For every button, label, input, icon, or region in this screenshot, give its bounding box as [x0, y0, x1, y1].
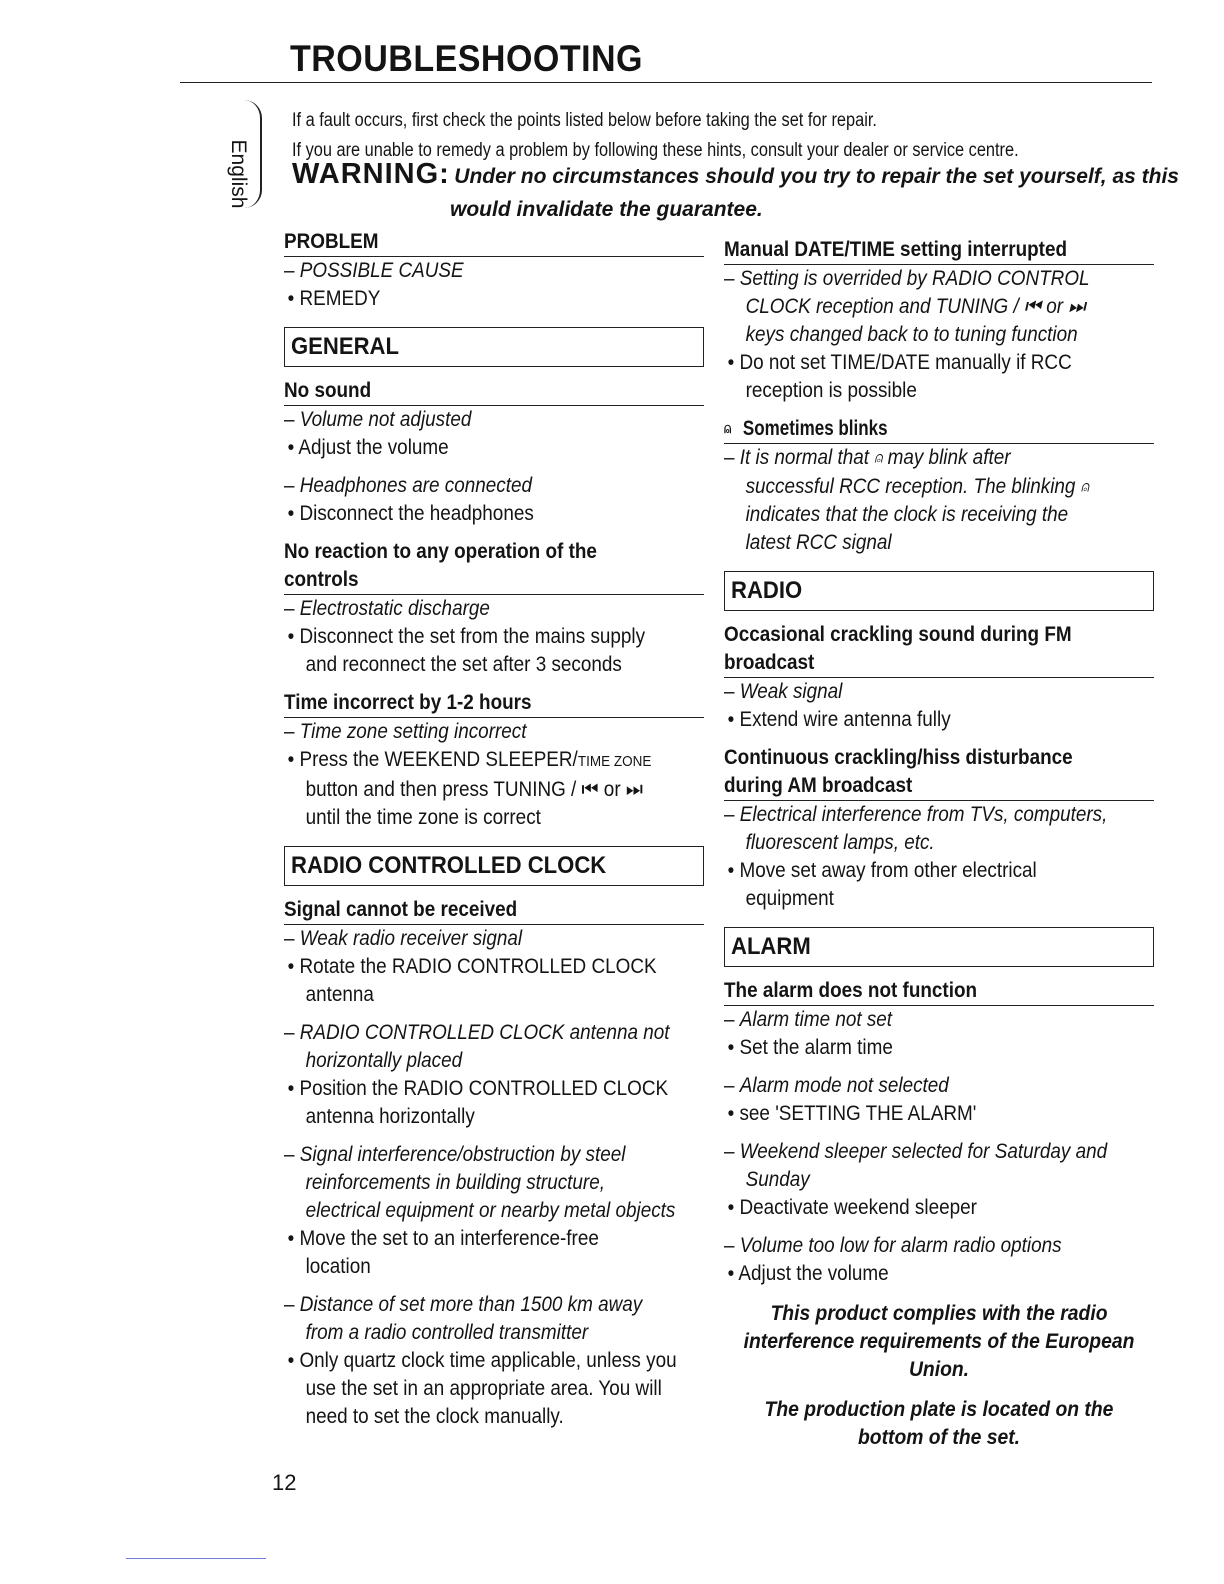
problem-no-reaction-line1: No reaction to any operation of the: [284, 540, 597, 563]
problem-alarm-does-not-function: The alarm does not function: [724, 977, 1154, 1006]
warning: [292, 158, 1179, 191]
warning-text-1: Under no circumstances should you try to repair the set yourself, as this: [454, 165, 1179, 188]
intro-line-1: If a fault occurs, first check the points listed below before taking the set for repair.: [292, 110, 877, 131]
section-general: GENERAL: [284, 327, 704, 367]
cause: – Headphones are connected: [284, 472, 729, 500]
remedy: • Deactivate weekend sleeper: [724, 1194, 1169, 1222]
intro-text: [292, 106, 1019, 166]
section-alarm: ALARM: [724, 927, 1154, 967]
language-tab-label: English: [227, 139, 250, 209]
cause: – Volume too low for alarm radio options: [724, 1232, 1169, 1260]
remedy: • Adjust the volume: [724, 1260, 1169, 1288]
cause: – Setting is overrided by RADIO CONTROL CLOCK reception and TUNING / ⏮ or ⏭ keys changed back to to tuning function: [724, 265, 1169, 349]
cause: – Volume not adjusted: [284, 406, 729, 434]
cause: – Distance of set more than 1500 km away from a radio controlled transmitter: [284, 1291, 729, 1347]
problem-signal-cannot-be-received: Signal cannot be received: [284, 896, 704, 925]
production-plate-note: The production plate is located on the bottom of the set.: [764, 1398, 1114, 1450]
problem-no-reaction-line2: controls: [284, 566, 704, 595]
warning-label: WARNING:: [292, 158, 450, 190]
footer-rule: [126, 1558, 266, 1559]
problem-fm-crackling-line2: broadcast: [724, 649, 1154, 678]
warning-text-2: would invalidate the guarantee.: [450, 198, 763, 221]
problem-no-sound: No sound: [284, 377, 704, 406]
cause: – RADIO CONTROLLED CLOCK antenna not horizontally placed: [284, 1019, 729, 1075]
legend-problem: PROBLEM: [284, 228, 704, 257]
cause: – Electrical interference from TVs, computers, fluorescent lamps, etc.: [724, 801, 1169, 857]
compliance-note: This product complies with the radio interference requirements of the European Union.: [743, 1302, 1135, 1382]
problem-time-incorrect: Time incorrect by 1-2 hours: [284, 689, 704, 718]
cause: – Time zone setting incorrect: [284, 718, 729, 746]
rcc-signal-icon: ⍝: [1080, 478, 1089, 496]
cause: – It is normal that ⍝ may blink after successful RCC reception. The blinking ⍝ indicates that the clock is receiving the latest RCC signal: [724, 444, 1169, 557]
problem-sometimes-blinks: ⍝ Sometimes blinks: [724, 415, 1154, 444]
remedy: • Move set away from other electrical equipment: [724, 857, 1169, 913]
problem-manual-date-time: Manual DATE/TIME setting interrupted: [724, 236, 1154, 265]
remedy: • Disconnect the set from the mains supply and reconnect the set after 3 seconds: [284, 623, 729, 679]
remedy: • Do not set TIME/DATE manually if RCC reception is possible: [724, 349, 1169, 405]
problem-am-crackling-line1: Continuous crackling/hiss disturbance: [724, 746, 1073, 770]
problem-am-crackling-line2: during AM broadcast: [724, 772, 1154, 801]
legend-cause: – POSSIBLE CAUSE: [284, 257, 729, 285]
section-radio-controlled-clock: RADIO CONTROLLED CLOCK: [284, 846, 704, 886]
page-number: 12: [272, 1470, 297, 1495]
cause: – Electrostatic discharge: [284, 595, 729, 623]
section-radio: RADIO: [724, 571, 1154, 611]
rcc-signal-icon: ⍝: [874, 449, 883, 467]
page-title: TROUBLESHOOTING: [290, 38, 643, 79]
intro-line-2: If you are unable to remedy a problem by following these hints, consult your dealer or service centre.: [292, 140, 1019, 161]
remedy: • see 'SETTING THE ALARM': [724, 1100, 1169, 1128]
remedy: • Adjust the volume: [284, 434, 729, 462]
title-rule: [180, 82, 1152, 83]
cause: – Weekend sleeper selected for Saturday and Sunday: [724, 1138, 1169, 1194]
remedy: • Move the set to an interference-free location: [284, 1225, 729, 1281]
remedy: • Extend wire antenna fully: [724, 706, 1169, 734]
left-column: [284, 228, 704, 1431]
legend-remedy: • REMEDY: [284, 285, 729, 313]
remedy: • Press the WEEKEND SLEEPER/TIME ZONE button and then press TUNING / ⏮ or ⏭ until the time zone is correct: [284, 746, 729, 832]
language-tab: [180, 100, 264, 210]
rcc-signal-icon: ⍝: [724, 420, 732, 438]
cause: – Alarm mode not selected: [724, 1072, 1169, 1100]
right-column: [724, 236, 1154, 1452]
remedy: • Set the alarm time: [724, 1034, 1169, 1062]
remedy: • Position the RADIO CONTROLLED CLOCK antenna horizontally: [284, 1075, 729, 1131]
problem-fm-crackling-line1: Occasional crackling sound during FM: [724, 623, 1072, 647]
remedy: • Disconnect the headphones: [284, 500, 729, 528]
cause: – Signal interference/obstruction by steel reinforcements in building structure, electrical equipment or nearby metal objects: [284, 1141, 729, 1225]
remedy: • Only quartz clock time applicable, unless you use the set in an appropriate area. You will need to set the clock manually.: [284, 1347, 729, 1431]
cause: – Weak radio receiver signal: [284, 925, 729, 953]
cause: – Weak signal: [724, 678, 1169, 706]
cause: – Alarm time not set: [724, 1006, 1169, 1034]
remedy: • Rotate the RADIO CONTROLLED CLOCK antenna: [284, 953, 729, 1009]
